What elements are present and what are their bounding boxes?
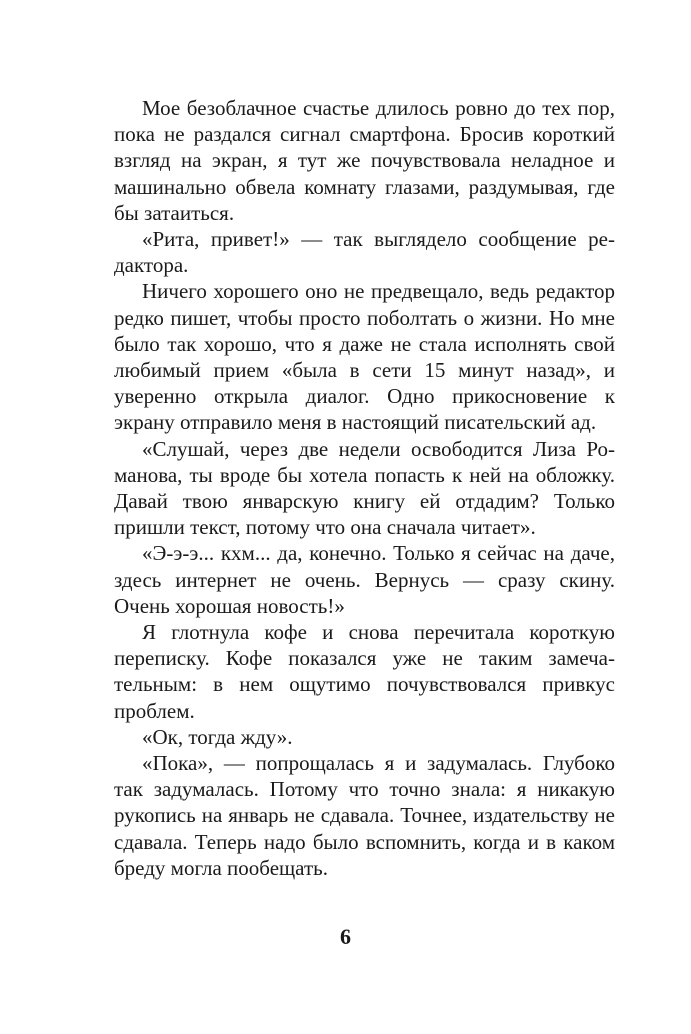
paragraph: «Пока», — попрощалась я и задумалась. Глубоко так задумалась. Потому что точно знала: я никакую рукопись на январь не сдавала. Точнее, издательству не сдавала. Теперь надо было вспомнить, когда и в каком бреду могла пообещать.: [114, 751, 615, 880]
page-number: 6: [340, 924, 351, 949]
body-text: [114, 95, 615, 881]
paragraph: Я глотнула кофе и снова перечитала короткую переписку. Кофе показался уже не таким замечательным: в нем ощутимо почувствовался привкус проблем.: [114, 620, 615, 723]
paragraph: «Слушай, через две недели освободится Лиза Романова, ты вроде бы хотела попасть к ней на обложку. Давай твою январскую книгу ей отдадим? Только пришли текст, потому что она сначала читает».: [114, 436, 615, 540]
paragraph: «Рита, привет!» — так выглядело сообщение редактора.: [114, 227, 615, 278]
paragraph: «Ок, тогда жду».: [142, 724, 293, 749]
paragraph: Мое безоблачное счастье длилось ровно до тех пор, пока не раздался сигнал смартфона. Бросив короткий взгляд на экран, я тут же почувствовала неладное и машинально обвела комнату глазами, раздумывая, где бы затаиться.: [114, 96, 615, 225]
paragraph: «Э-э-э... кхм... да, конечно. Только я сейчас на даче, здесь интернет не очень. Вернусь — сразу скину. Очень хорошая новость!»: [114, 541, 615, 618]
paragraph: Ничего хорошего оно не предвещало, ведь редактор редко пишет, чтобы просто поболтать о жизни. Но мне было так хорошо, что я даже не стала исполнять свой любимый прием «была в сети 15 минут назад», и уверенно открыла диалог. Одно прикосновение к экрану отправило меня в настоящий писательский ад.: [114, 279, 615, 435]
